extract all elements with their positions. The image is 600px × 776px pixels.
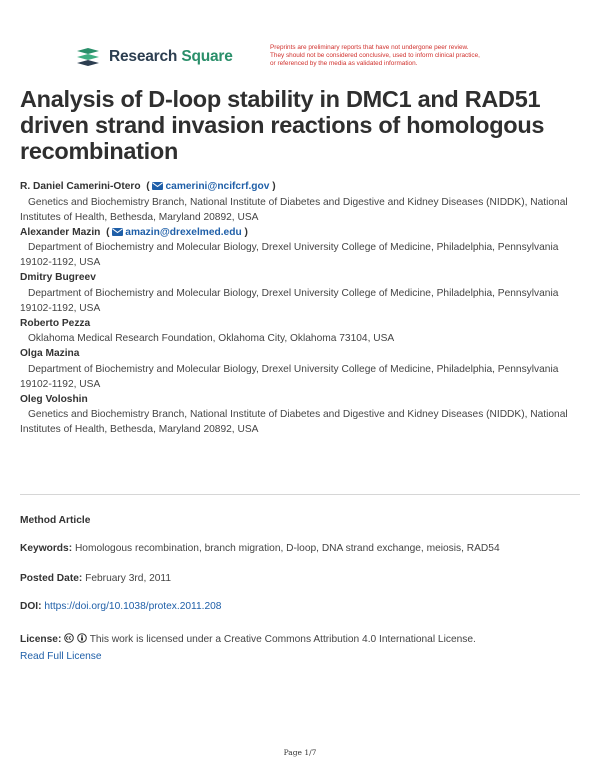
author-email: amazin@drexelmed.edu [125, 226, 242, 238]
author-affiliation: Genetics and Biochemistry Branch, National Institute of Diabetes and Digestive and Kidney Diseases (NIDDK), National Institutes of Health, Bethesda, Maryland 20892, USA [20, 409, 568, 435]
disclaimer-line: They should not be considered conclusive, used to inform clinical practice, [270, 52, 480, 60]
envelope-icon [152, 182, 163, 190]
header [75, 44, 580, 74]
doi-line [20, 601, 580, 612]
creative-commons-icon [64, 633, 74, 643]
author-email-link[interactable] [112, 227, 241, 238]
logo-text-research: Research [109, 48, 178, 65]
doi-label: DOI: [20, 601, 42, 612]
doi-link[interactable]: https://doi.org/10.1038/protex.2011.208 [44, 601, 222, 612]
attribution-icon [77, 633, 87, 643]
envelope-icon [112, 228, 123, 236]
author-email-link[interactable] [152, 181, 269, 192]
author-affiliation: Department of Biochemistry and Molecular Biology, Drexel University College of Medicine, Philadelphia, Pennsylvania 19102-1192, USA [20, 363, 559, 390]
disclaimer-line: Preprints are preliminary reports that have not undergone peer review. [270, 44, 469, 51]
posted-date-line [20, 573, 580, 584]
author-name: Dmitry Bugreev [20, 272, 96, 283]
author-entry [20, 271, 580, 316]
author-name: Alexander Mazin [20, 226, 101, 238]
license-line [20, 631, 580, 665]
author-entry [20, 317, 580, 347]
disclaimer-line: or referenced by the media as validated information. [270, 60, 418, 68]
read-full-license-link[interactable]: Read Full License [20, 651, 102, 662]
keywords-label: Keywords: [20, 543, 73, 554]
license-text: This work is licensed under a Creative Commons Attribution 4.0 International License. [89, 634, 476, 645]
article-type: Method Article [20, 515, 91, 526]
posted-date-label: Posted Date: [20, 573, 83, 584]
article-title: Analysis of D-loop stability in DMC1 and RAD51 driven strand invasion reactions of homologous recombination [20, 86, 545, 164]
page-number: Page 1/7 [283, 748, 317, 757]
author-name: Olga Mazina [20, 348, 80, 359]
logo-text-square: Square [181, 48, 233, 65]
author-email: camerini@ncifcrf.gov [165, 181, 270, 192]
author-entry [20, 347, 580, 392]
author-name: R. Daniel Camerini-Otero [20, 181, 141, 192]
research-square-logo[interactable] [75, 47, 233, 67]
section-divider [20, 494, 580, 495]
author-name: Oleg Voloshin [20, 393, 88, 405]
license-label: License: [20, 634, 62, 645]
author-entry: R. Daniel Camerini-Otero ( camerini@ncifcrf.gov ) Genetics and Biochemistry Branch, National Institute of Diabetes and Digestive and Kidney Diseases (NIDDK), National Institutes of Health, Bethesda, Maryland 20892, USA [20, 180, 580, 225]
logo-text [109, 48, 233, 66]
author-list [20, 180, 580, 438]
keywords-line [20, 543, 580, 554]
author-name: Roberto Pezza [20, 317, 91, 329]
author-affiliation: Oklahoma Medical Research Foundation, Oklahoma City, Oklahoma 73104, USA [28, 333, 395, 344]
author-affiliation: Genetics and Biochemistry Branch, National Institute of Diabetes and Digestive and Kidney Diseases (NIDDK), National Institutes of Health, Bethesda, Maryland 20892, USA [20, 196, 568, 223]
research-square-logo-icon [75, 47, 101, 67]
keywords-value: Homologous recombination, branch migration, D-loop, DNA strand exchange, meiosis, RAD54 [74, 543, 500, 554]
author-affiliation: Department of Biochemistry and Molecular Biology, Drexel University College of Medicine, Philadelphia, Pennsylvania 19102-1192, USA [20, 242, 559, 268]
author-affiliation: Department of Biochemistry and Molecular Biology, Drexel University College of Medicine, Philadelphia, Pennsylvania 19102-1192, USA [20, 287, 559, 314]
author-entry [20, 393, 580, 438]
preprint-disclaimer [270, 44, 590, 69]
posted-date-value: February 3rd, 2011 [85, 573, 172, 584]
author-entry: Alexander Mazin ( amazin@drexelmed.edu ) Department of Biochemistry and Molecular Biology, Drexel University College of Medicine, Philadelphia, Pennsylvania 19102-1192, USA [20, 226, 580, 271]
